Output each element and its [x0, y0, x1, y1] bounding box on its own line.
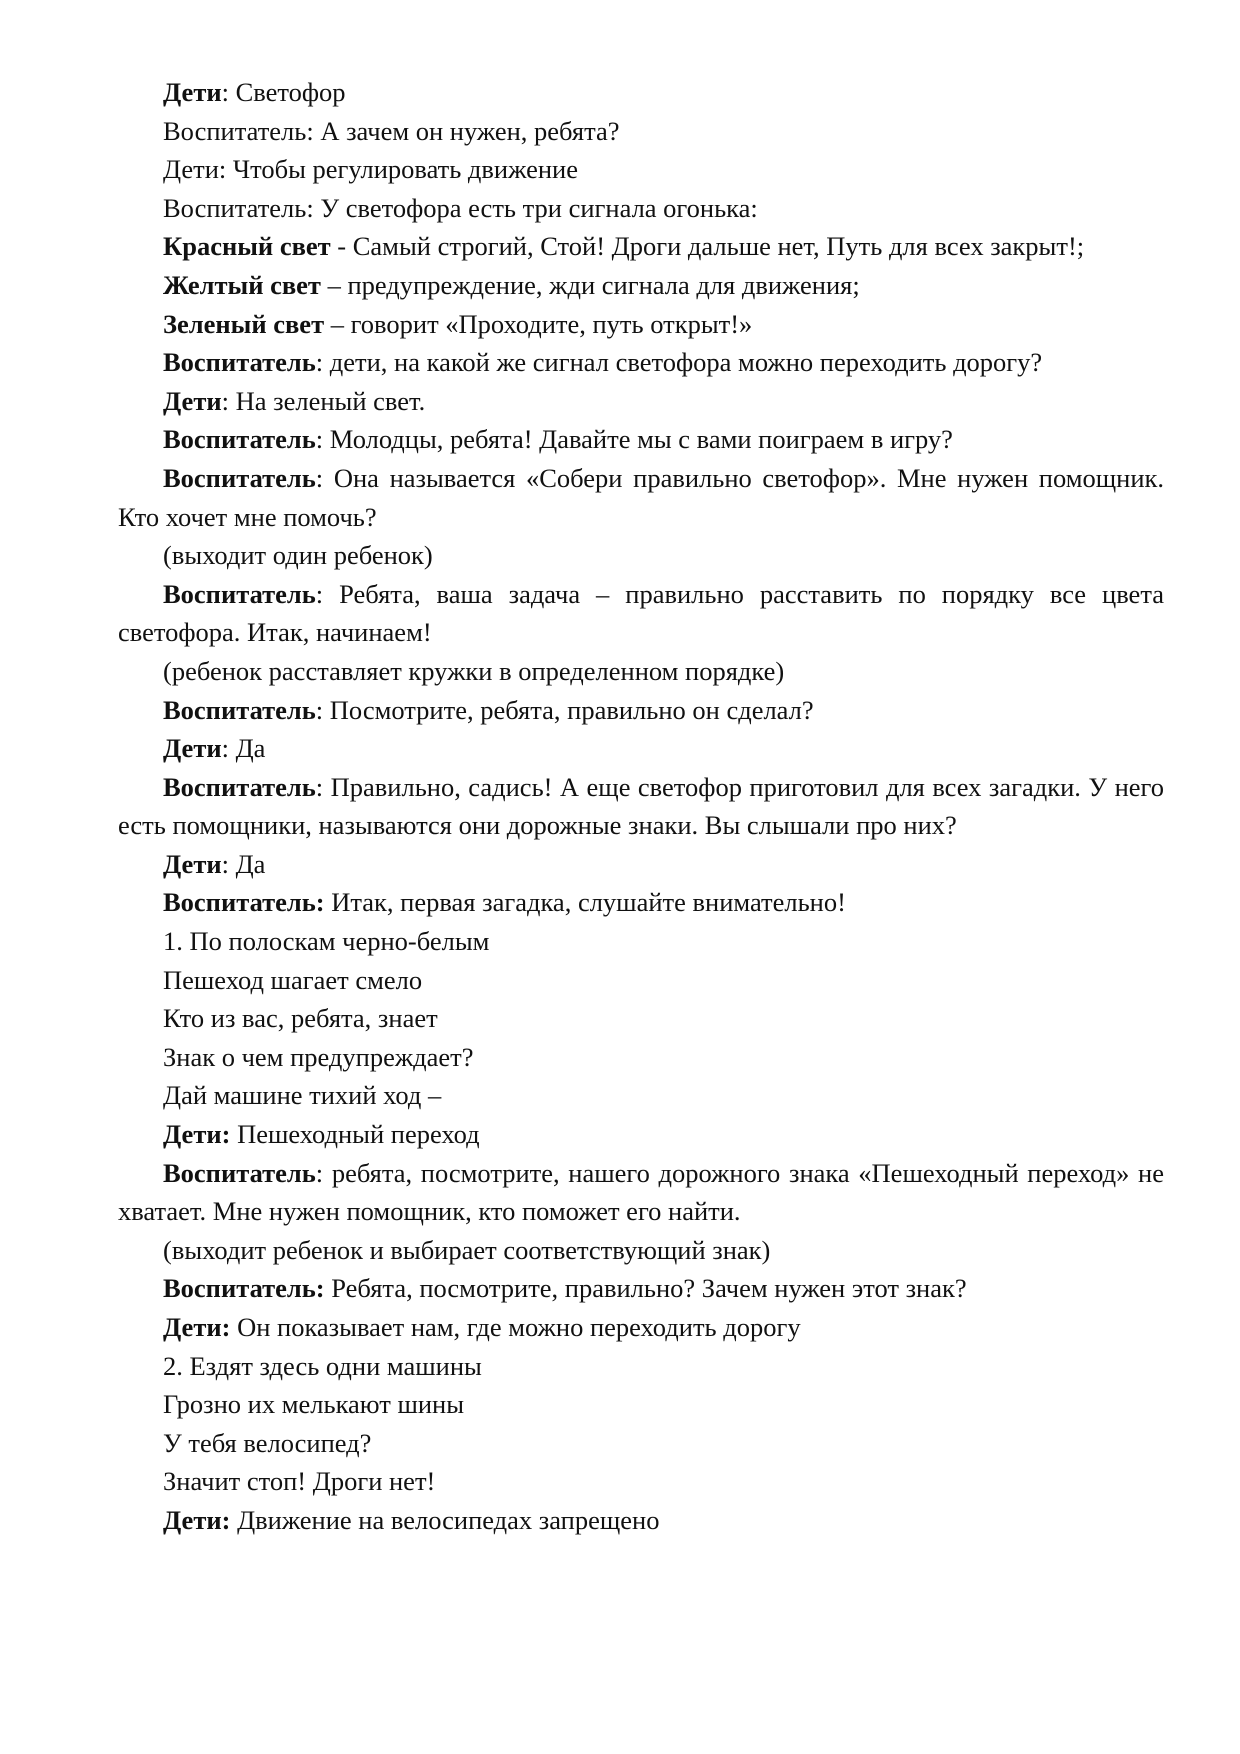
paragraph-text: Самый строгий, Стой! Дроги дальше нет, Путь для всех закрыт!;	[352, 231, 1085, 262]
paragraph-text: Да	[235, 848, 266, 879]
speaker-label: Красный свет	[163, 231, 331, 262]
paragraph	[118, 305, 1164, 344]
paragraph-text: Ребята, посмотрите, правильно? Зачем нужен этот знак?	[331, 1273, 967, 1304]
paragraph	[118, 1269, 1164, 1308]
speaker-label: Дети:	[163, 1119, 231, 1150]
speaker-label: Воспитатель	[163, 347, 316, 378]
paragraph-text: дети, на какой же сигнал светофора можно переходить дорогу?	[329, 347, 1043, 378]
paragraph-text: Посмотрите, ребята, правильно он сделал?	[329, 694, 814, 725]
paragraph	[118, 1347, 1164, 1386]
paragraph-text: Да	[235, 733, 266, 764]
paragraph	[118, 1038, 1164, 1077]
paragraph	[118, 922, 1164, 961]
speaker-label: Дети	[163, 848, 222, 879]
paragraph	[118, 961, 1164, 1000]
paragraph-text: На зеленый свет.	[235, 385, 426, 416]
paragraph-text: Дети: Чтобы регулировать движение	[163, 154, 578, 185]
paragraph	[118, 1076, 1164, 1115]
paragraph-text: Светофор	[235, 77, 346, 107]
document-body	[118, 73, 1164, 1540]
speaker-label: Воспитатель:	[163, 1273, 325, 1304]
speaker-label: Воспитатель:	[163, 887, 325, 918]
paragraph	[118, 112, 1164, 151]
speaker-label: Воспитатель	[163, 1157, 316, 1188]
paragraph-text: Значит стоп! Дроги нет!	[163, 1466, 436, 1497]
separator: –	[324, 308, 351, 339]
paragraph	[118, 343, 1164, 382]
paragraph	[118, 420, 1164, 459]
speaker-label: Желтый свет	[163, 269, 321, 300]
paragraph	[118, 189, 1164, 228]
paragraph	[118, 536, 1164, 575]
paragraph-text: Грозно их мелькают шины	[163, 1389, 465, 1420]
paragraph	[118, 227, 1164, 266]
paragraph	[118, 999, 1164, 1038]
paragraph-text: У тебя велосипед?	[163, 1427, 372, 1458]
paragraph	[118, 1424, 1164, 1463]
paragraph-text: (выходит один ребенок)	[163, 540, 433, 571]
paragraph-text: Дай машине тихий ход –	[163, 1080, 442, 1111]
separator: :	[221, 77, 236, 107]
speaker-label: Воспитатель	[163, 694, 316, 725]
separator: –	[320, 269, 348, 300]
speaker-label: Дети:	[163, 1312, 231, 1342]
speaker-label: Дети	[163, 385, 222, 416]
paragraph	[118, 575, 1164, 652]
paragraph	[118, 768, 1164, 845]
speaker-label: Воспитатель	[163, 424, 316, 455]
separator: :	[315, 694, 330, 725]
paragraph-text: Она называется «Собери правильно светофор». Мне нужен помощник. Кто хочет мне помочь?	[118, 462, 1164, 532]
speaker-label: Воспитатель	[163, 462, 316, 493]
paragraph	[118, 691, 1164, 730]
paragraph-text: Итак, первая загадка, слушайте внимательно!	[331, 887, 846, 918]
paragraph	[118, 266, 1164, 305]
separator: :	[315, 771, 331, 802]
paragraph	[118, 1154, 1164, 1231]
speaker-label: Дети:	[163, 1504, 231, 1535]
separator: :	[221, 733, 236, 764]
paragraph-text: Знак о чем предупреждает?	[163, 1041, 474, 1072]
paragraph	[118, 652, 1164, 691]
paragraph	[118, 73, 1164, 112]
paragraph	[118, 883, 1164, 922]
separator: :	[315, 578, 340, 609]
paragraph-text: предупреждение, жди сигнала для движения;	[347, 269, 860, 300]
separator: :	[221, 848, 236, 879]
speaker-label: Зеленый свет	[163, 308, 325, 339]
separator: :	[315, 1157, 332, 1188]
paragraph-text: (ребенок расставляет кружки в определенном порядке)	[163, 655, 785, 686]
paragraph-text: Пешеход шагает смело	[163, 964, 423, 995]
paragraph	[118, 1115, 1164, 1154]
paragraph-text: 2. Ездят здесь одни машины	[163, 1350, 482, 1381]
paragraph-text: Правильно, садись! А еще светофор приготовил для всех загадки. У него есть помощники, называются они дорожные знаки. Вы слышали про них?	[118, 771, 1164, 841]
speaker-label: Дети	[163, 733, 222, 764]
paragraph	[118, 150, 1164, 189]
paragraph	[118, 1231, 1164, 1270]
paragraph-text: Молодцы, ребята! Давайте мы с вами поиграем в игру?	[329, 424, 953, 455]
speaker-label: Воспитатель	[163, 771, 316, 802]
paragraph-text: Кто из вас, ребята, знает	[163, 1003, 438, 1034]
paragraph-text: Он показывает нам, где можно переходить дорогу	[237, 1312, 801, 1342]
separator: :	[221, 385, 236, 416]
paragraph	[118, 1501, 1164, 1540]
speaker-label: Дети	[163, 77, 222, 107]
separator: -	[330, 231, 353, 262]
paragraph-text: Воспитатель: У светофора есть три сигнала огонька:	[163, 192, 758, 223]
paragraph-text: (выходит ребенок и выбирает соответствующий знак)	[163, 1234, 771, 1265]
paragraph-text: Воспитатель: А зачем он нужен, ребята?	[163, 115, 620, 146]
separator: :	[315, 462, 334, 493]
paragraph	[118, 1308, 1164, 1347]
paragraph	[118, 729, 1164, 768]
paragraph-text: Пешеходный переход	[237, 1119, 480, 1150]
speaker-label: Воспитатель	[163, 578, 316, 609]
paragraph	[118, 1462, 1164, 1501]
paragraph	[118, 382, 1164, 421]
paragraph-text: 1. По полоскам черно-белым	[163, 926, 490, 957]
paragraph	[118, 1385, 1164, 1424]
separator: :	[315, 424, 330, 455]
paragraph-text: Ребята, ваша задача – правильно расставить по порядку все цвета светофора. Итак, начинаем!	[118, 578, 1164, 648]
paragraph-text: Движение на велосипедах запрещено	[237, 1504, 660, 1535]
separator: :	[315, 347, 330, 378]
paragraph-text: ребята, посмотрите, нашего дорожного знака «Пешеходный переход» не хватает. Мне нужен помощник, кто поможет его найти.	[118, 1157, 1164, 1227]
paragraph-text: говорит «Проходите, путь открыт!»	[350, 308, 753, 339]
paragraph	[118, 845, 1164, 884]
paragraph	[118, 459, 1164, 536]
